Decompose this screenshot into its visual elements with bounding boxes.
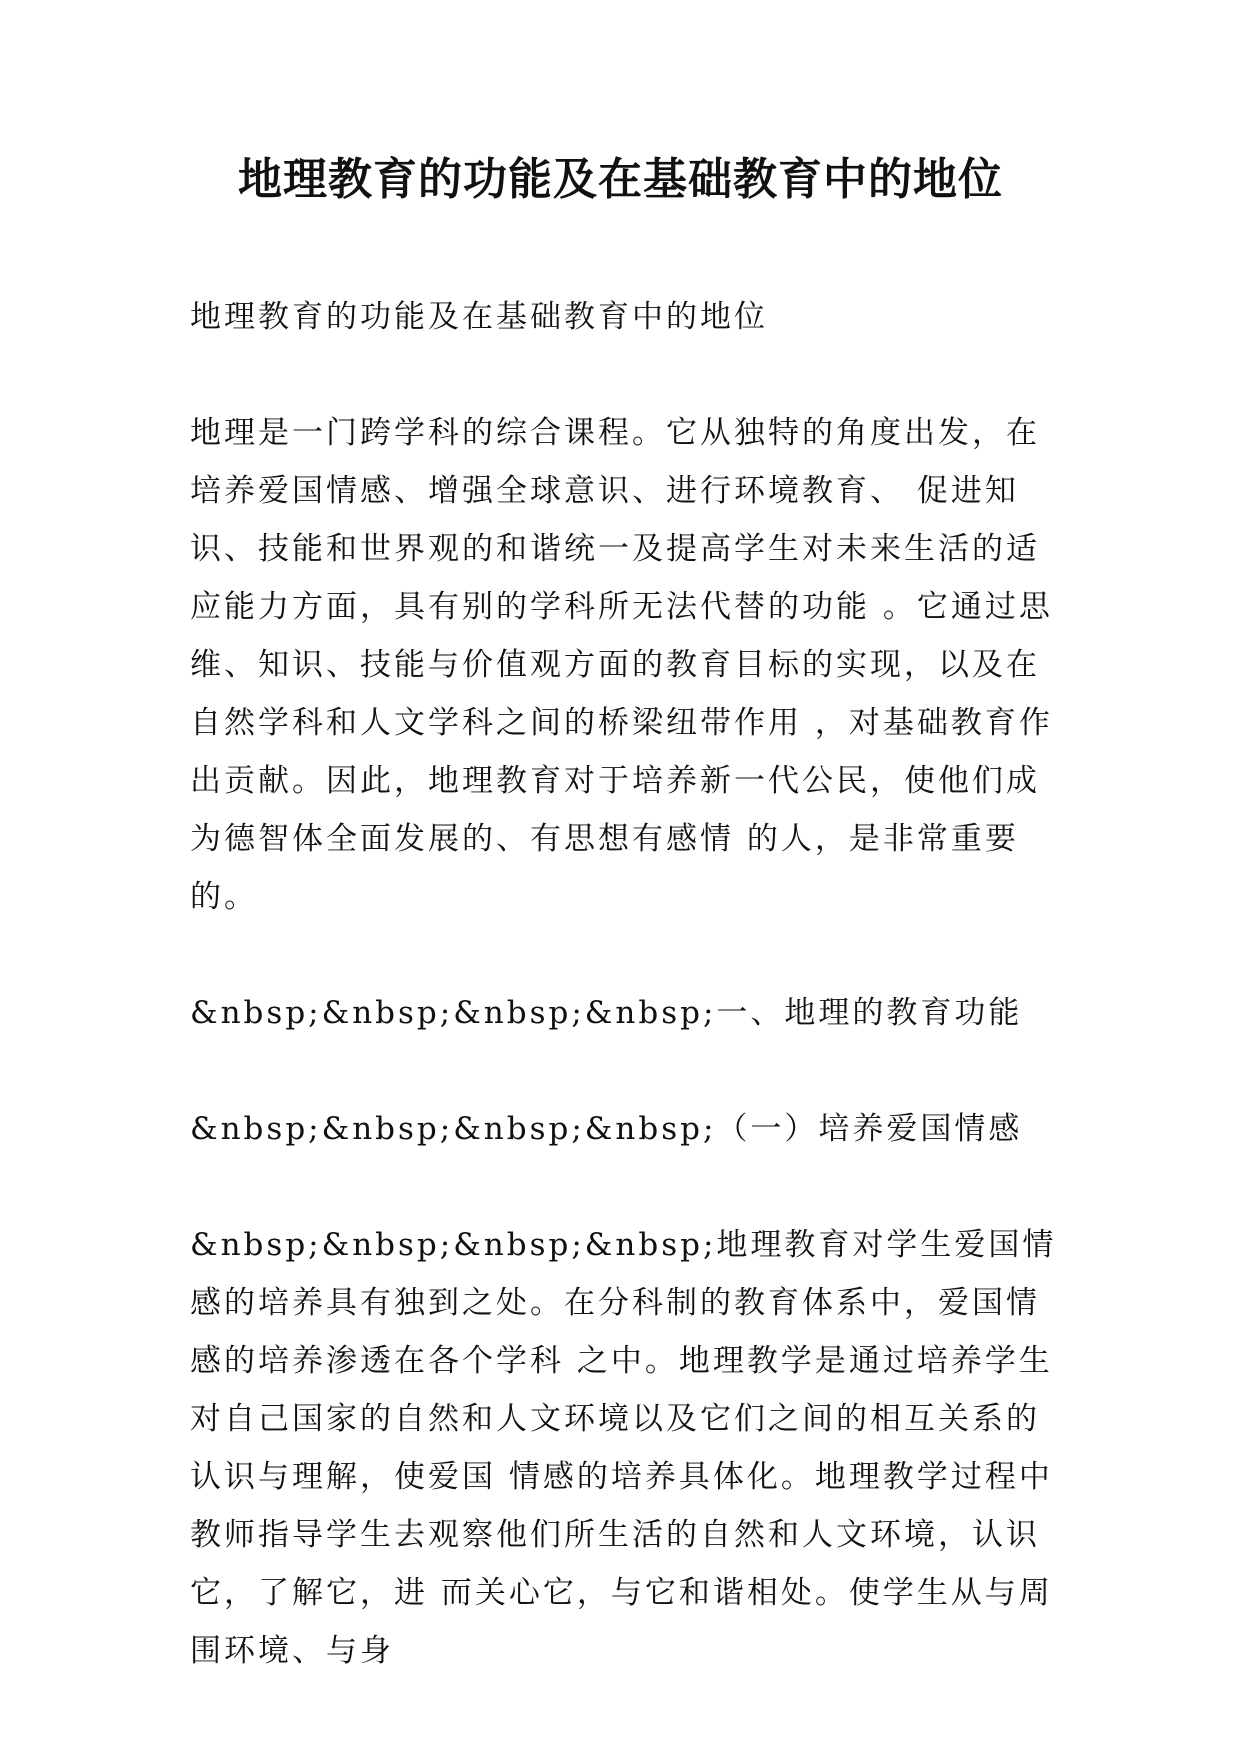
section-paragraph: &nbsp;&nbsp;&nbsp;&nbsp;地理教育对学生爱国情感的培养具有独到之处。在分科制的教育体系中，爱国情感的培养渗透在各个学科 之中。地理教学是通过培养学生对自己国家的自然和人文环境以及它们之间的相互关系的认识与理解，使爱国 情感的培养具体化。地理教学过程中教师指导学生去观察他们所生活的自然和人文环境，认识它，了解它，进 而关心它，与它和谐相处。使学生从与周围环境、与身: [190, 1227, 1057, 1669]
document-body: [190, 288, 1070, 1738]
subtitle-paragraph: 地理教育的功能及在基础教育中的地位: [190, 299, 768, 335]
document-title: 地理教育的功能及在基础教育中的地位: [238, 154, 1003, 205]
intro-paragraph: 地理是一门跨学科的综合课程。它从独特的角度出发，在培养爱国情感、增强全球意识、进行环境教育、 促进知识、技能和世界观的和谐统一及提高学生对未来生活的适应能力方面，具有别的学科所无法代替的功能 。它通过思维、知识、技能与价值观方面的教育目标的实现，以及在自然学科和人文学科之间的桥梁纽带作用 ，对基础教育作出贡献。因此，地理教育对于培养新一代公民，使他们成为德智体全面发展的、有思想有感情 的人，是非常重要的。: [190, 415, 1053, 915]
subsection-heading: &nbsp;&nbsp;&nbsp;&nbsp;（一）培养爱国情感: [190, 1111, 1023, 1147]
section-heading: &nbsp;&nbsp;&nbsp;&nbsp;一、地理的教育功能: [190, 995, 1023, 1031]
